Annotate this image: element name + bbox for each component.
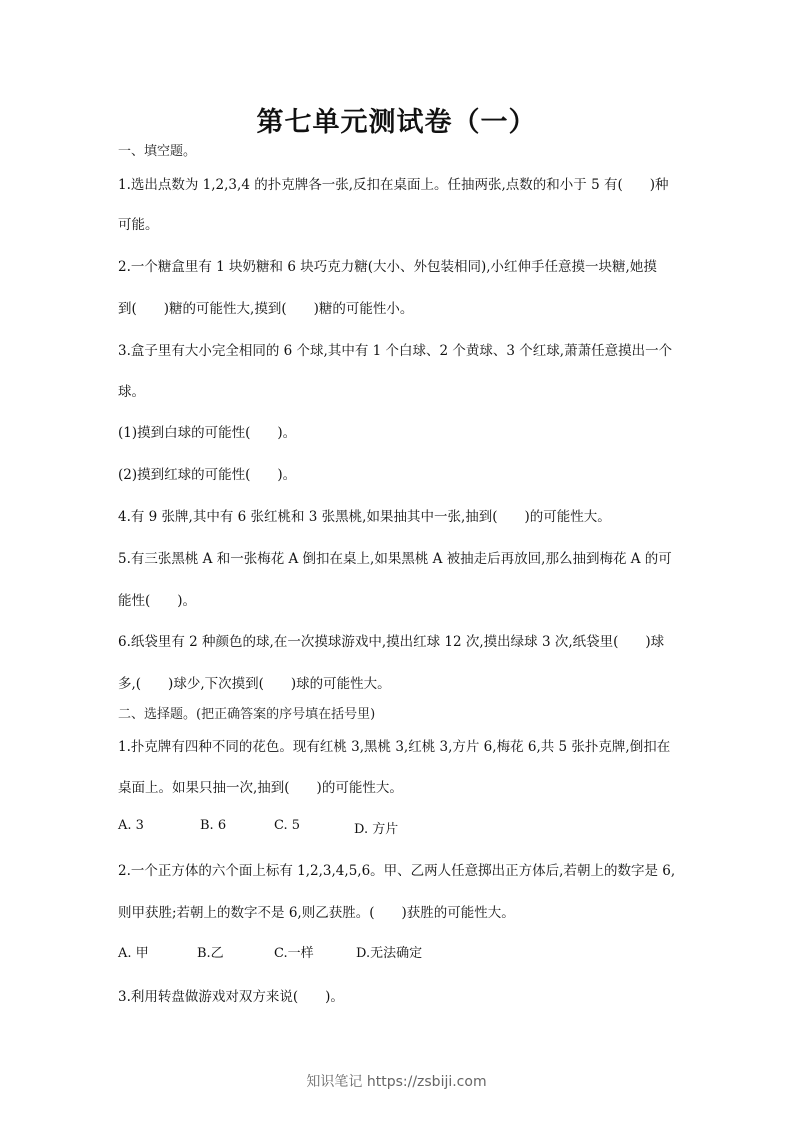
question-6-line-1: 6.纸袋里有 2 种颜色的球,在一次摸球游戏中,摸出红球 12 次,摸出绿球 3 次,纸袋里( )球 — [118, 634, 665, 650]
choice-1-option-d: D. 方片 — [354, 822, 399, 837]
choice-2-option-c: C.一样 — [274, 946, 314, 961]
question-3-line-2: 球。 — [118, 384, 145, 400]
footer-watermark: 知识笔记 https://zsbiji.com — [306, 1074, 487, 1090]
question-4-line-1: 4.有 9 张牌,其中有 6 张红桃和 3 张黑桃,如果抽其中一张,抽到( )的可能性大。 — [118, 509, 611, 525]
page-title: 第七单元测试卷（一） — [256, 107, 537, 138]
question-5-line-2: 能性( )。 — [118, 593, 197, 609]
choice-3-line-1: 3.利用转盘做游戏对双方来说( )。 — [118, 989, 344, 1005]
section-heading-choice: 二、选择题。(把正确答案的序号填在括号里) — [118, 707, 376, 722]
question-5-line-1: 5.有三张黑桃 A 和一张梅花 A 倒扣在桌上,如果黑桃 A 被抽走后再放回,那么抽到梅花 A 的可 — [118, 551, 672, 567]
choice-1-option-a: A. 3 — [118, 818, 144, 833]
choice-2-line-2: 则甲获胜;若朝上的数字不是 6,则乙获胜。( )获胜的可能性大。 — [118, 905, 515, 921]
choice-1-line-1: 1.扑克牌有四种不同的花色。现有红桃 3,黑桃 3,红桃 3,方片 6,梅花 6,共 5 张扑克牌,倒扣在 — [118, 739, 671, 755]
choice-2-line-1: 2.一个正方体的六个面上标有 1,2,3,4,5,6。甲、乙两人任意掷出正方体后,若朝上的数字是 6, — [118, 863, 676, 879]
question-3-sub-2: (2)摸到红球的可能性( )。 — [118, 467, 297, 483]
question-3-sub-1: (1)摸到白球的可能性( )。 — [118, 425, 297, 441]
question-3-line-1: 3.盒子里有大小完全相同的 6 个球,其中有 1 个白球、2 个黄球、3 个红球,萧萧任意摸出一个 — [118, 343, 673, 359]
choice-2-option-d: D.无法确定 — [356, 946, 423, 961]
question-6-line-2: 多,( )球少,下次摸到( )球的可能性大。 — [118, 676, 391, 692]
question-1-line-2: 可能。 — [118, 217, 159, 233]
choice-1-line-2: 桌面上。如果只抽一次,抽到( )的可能性大。 — [118, 780, 403, 796]
choice-1-option-b: B. 6 — [200, 818, 227, 833]
question-1-line-1: 1.选出点数为 1,2,3,4 的扑克牌各一张,反扣在桌面上。任抽两张,点数的和小于 5 有( )种 — [118, 177, 669, 193]
question-2-line-2: 到( )糖的可能性大,摸到( )糖的可能性小。 — [118, 301, 414, 317]
section-heading-fill-in: 一、填空题。 — [118, 144, 197, 159]
choice-2-option-b: B.乙 — [197, 946, 224, 961]
question-2-line-1: 2.一个糖盒里有 1 块奶糖和 6 块巧克力糖(大小、外包装相同),小红伸手任意摸一块糖,她摸 — [118, 259, 657, 275]
choice-1-option-c: C. 5 — [274, 818, 301, 833]
choice-2-option-a: A. 甲 — [118, 946, 149, 961]
